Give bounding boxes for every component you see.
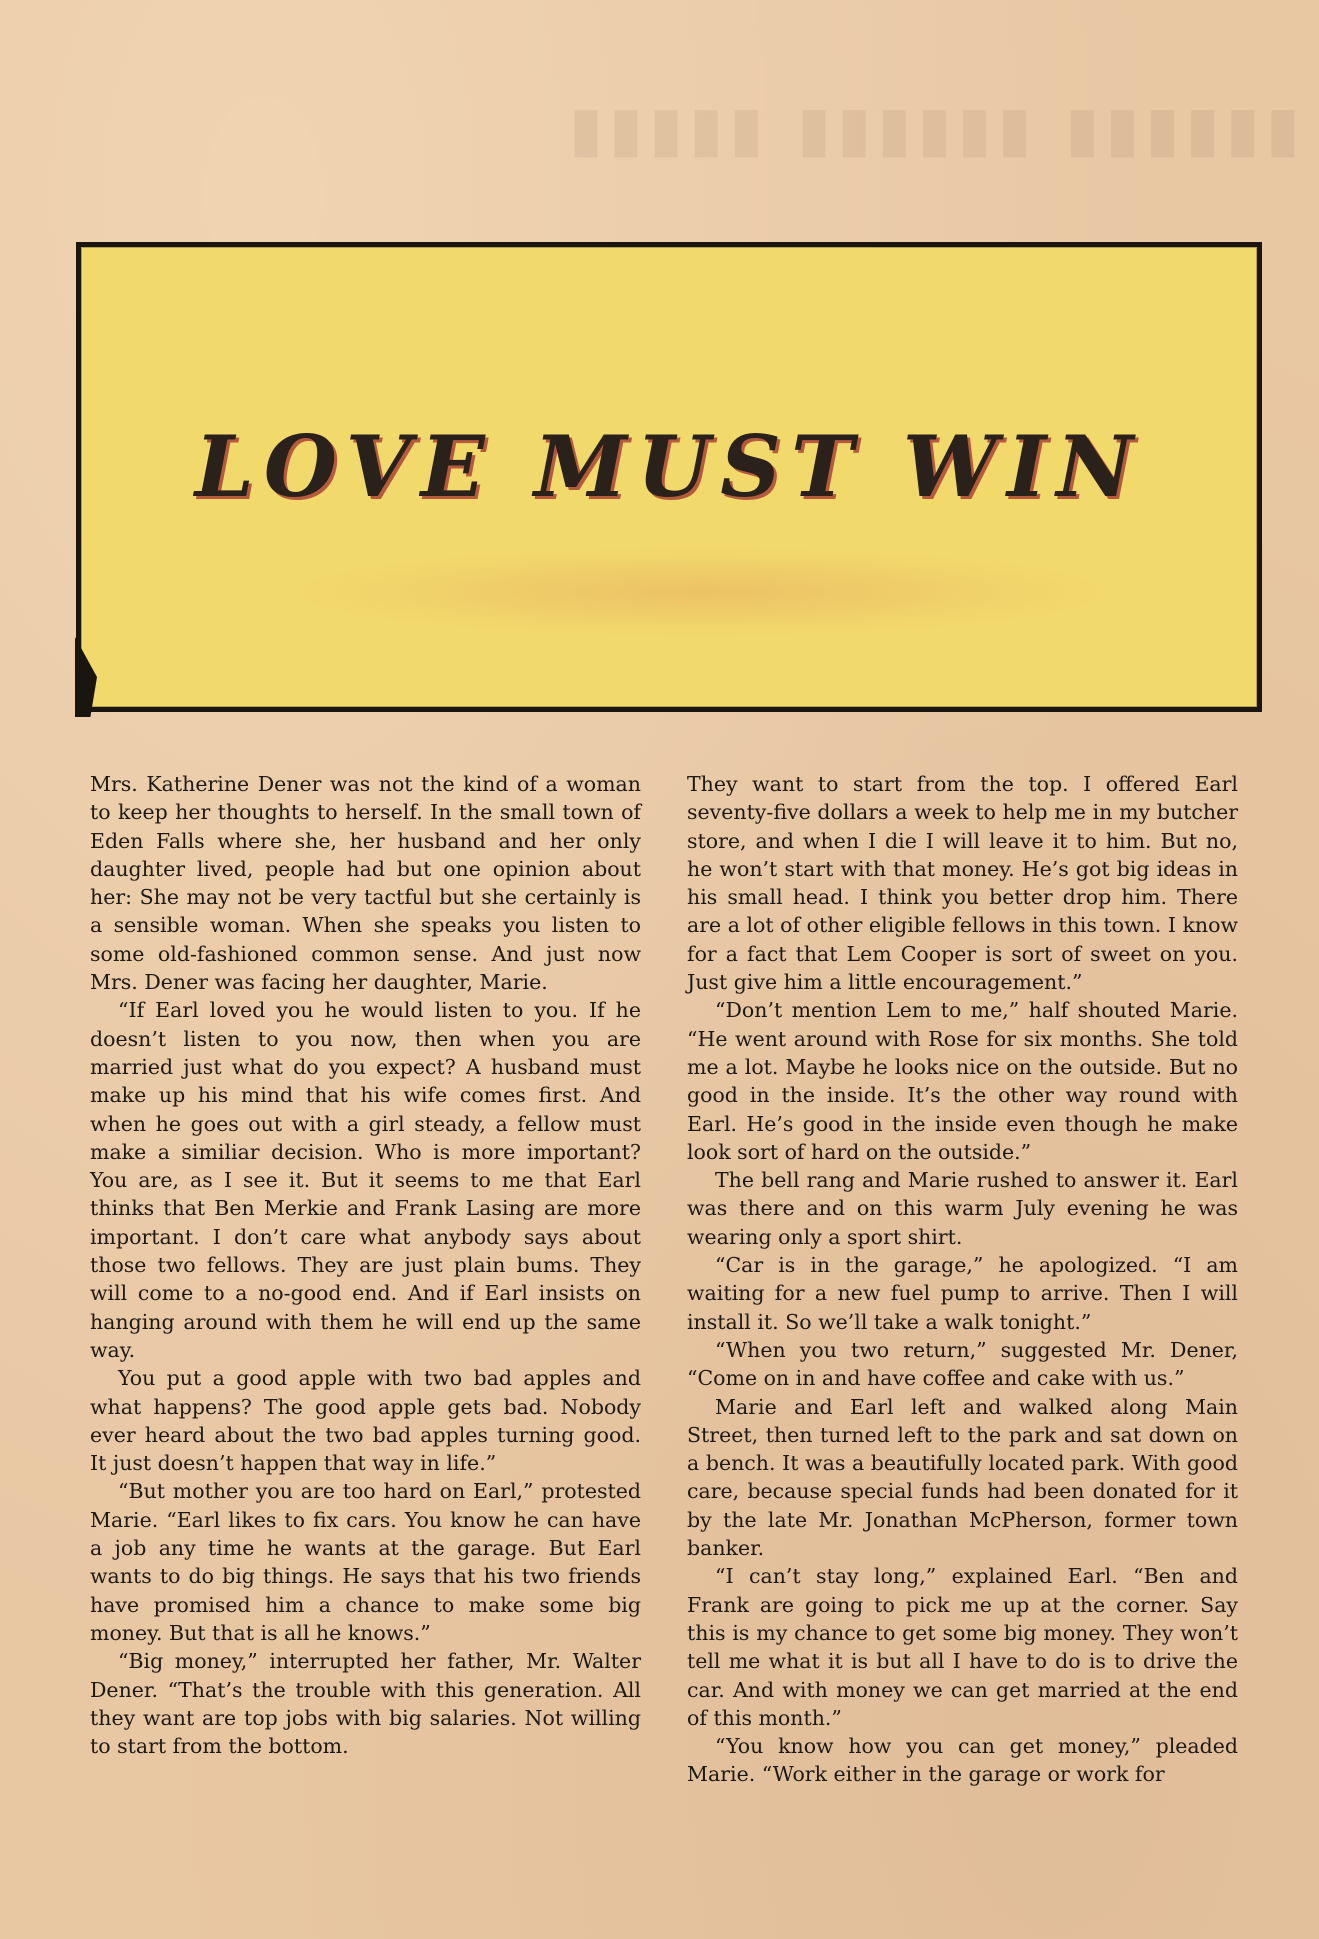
paragraph: The bell rang and Marie rushed to answer it. Earl was there and on this warm July evening he was wearing only a sport shirt. [687, 1168, 1238, 1249]
paragraph: “But mother you are too hard on Earl,” protested Marie. “Earl likes to fix cars. You know he can have a job any time he wants at the garage. But Earl wants to do big things. He says that his two friends have promised him a chance to make some big money. But that is all he knows.” [90, 1479, 641, 1645]
paragraph: “Car is in the garage,” he apologized. “I am waiting for a new fuel pump to arrive. Then I will install it. So we’ll take a walk tonight.” [687, 1253, 1238, 1334]
title-panel [76, 242, 1262, 712]
paragraph: “Big money,” interrupted her father, Mr. Walter Dener. “That’s the trouble with this generation. All they want are top jobs with big salaries. Not willing to start from the bottom. [90, 1649, 641, 1759]
paragraph: Mrs. Katherine Dener was not the kind of a woman to keep her thoughts to herself. In the small town of Eden Falls where she, her husband and her only daughter lived, people had but one opinion about her: She may not be very tactful but she certainly is a sensible woman. When she speaks you listen to some old-fashioned common sense. And just now Mrs. Dener was facing her daughter, Marie. [90, 772, 641, 995]
bleed-through-text: ▮▮▮▮▮▮ ▮▮▮▮▮▮ ▮▮▮▮▮ [562, 92, 1300, 165]
paragraph: “When you two return,” suggested Mr. Dener, “Come on in and have coffee and cake with us.” [687, 1337, 1238, 1391]
paragraph: “You know how you can get money,” pleaded Marie. “Work either in the garage or work for [687, 1734, 1238, 1787]
paragraph: Marie and Earl left and walked along Main Street, then turned left to the park and sat down on a bench. It was a beautifully located park. With good care, because special funds had been donated for it by the late Mr. Jonathan McPherson, former town banker. [687, 1394, 1238, 1561]
paragraph: They want to start from the top. I offered Earl seventy-five dollars a week to help me in my butcher store, and when I die I will leave it to him. But no, he won’t start with that money. He’s got big ideas in his small head. I think you better drop him. There are a lot of other eligible fellows in this town. I know for a fact that Lem Cooper is sort of sweet on you. Just give him a little encouragement.” [687, 772, 1238, 995]
paragraph: “If Earl loved you he would listen to you. If he doesn’t listen to you now, then when you are married just what do you expect? A husband must make up his mind that his wife comes first. And when he goes out with a girl steady, a fellow must make a similiar decision. Who is more important? You are, as I see it. But it seems to me that Earl thinks that Ben Merkie and Frank Lasing are more important. I don’t care what anybody says about those two fellows. They are just plain bums. They will come to a no-good end. And if Earl insists on hanging around with them he will end up the same way. [90, 998, 641, 1362]
right-column [687, 770, 1238, 1789]
paragraph: You put a good apple with two bad apples and what happens? The good apple gets bad. Nobody ever heard about the two bad apples turning good. It just doesn’t happen that way in life.” [90, 1366, 641, 1476]
paragraph: “I can’t stay long,” explained Earl. “Ben and Frank are going to pick me up at the corner. Say this is my chance to get some big money. They won’t tell me what it is but all I have to do is to drive the car. And with money we can get married at the end of this month.” [687, 1564, 1238, 1730]
paragraph: “Don’t mention Lem to me,” half shouted Marie. “He went around with Rose for six months. She told me a lot. Maybe he looks nice on the outside. But no good in the inside. It’s the other way round with Earl. He’s good in the inside even though he make look sort of hard on the outside.” [687, 998, 1238, 1164]
story-title: LOVE MUST WIN [194, 417, 1144, 516]
left-column [90, 770, 641, 1760]
